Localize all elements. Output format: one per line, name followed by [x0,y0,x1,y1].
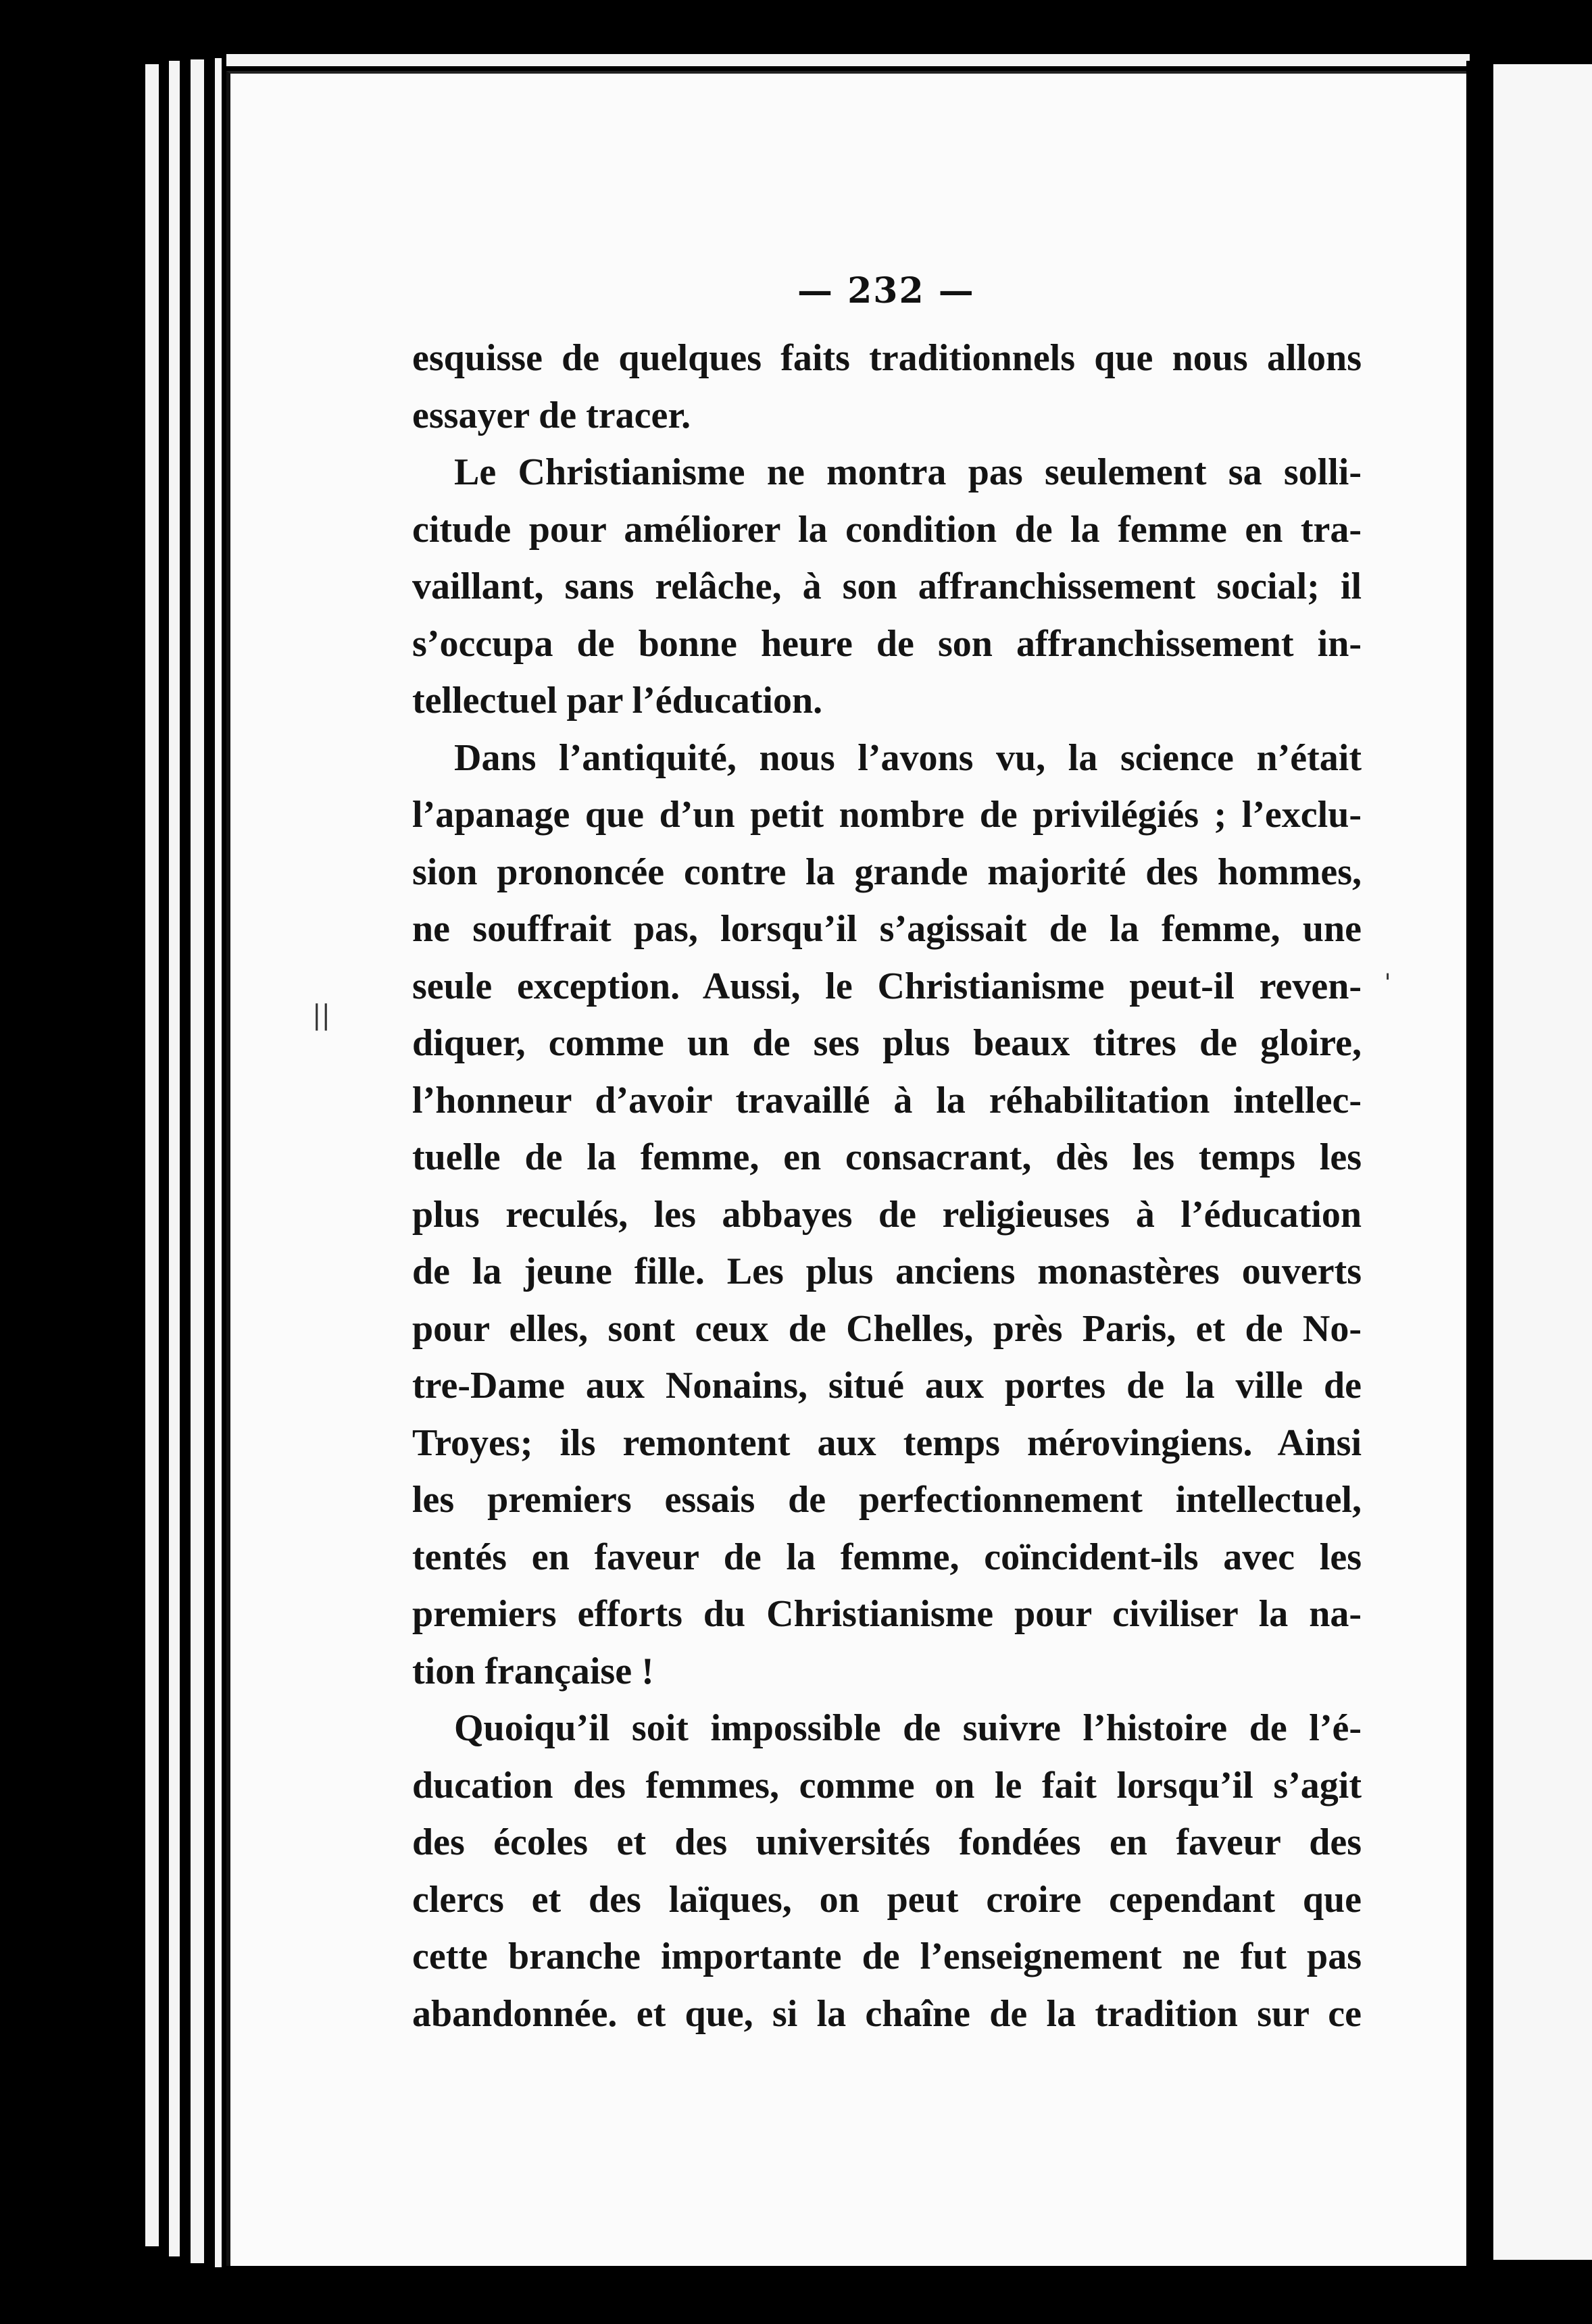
text-line: Le Christianisme ne montra pas seulement sa solli- [454,451,1362,493]
text-line: tentés en faveur de la femme, coïncident-ils avec les [412,1536,1362,1578]
text-line: sion prononcée contre la grande majorité des hommes, [412,851,1362,893]
book-gutter [1466,61,1493,2270]
page-edge [215,58,222,2267]
text-line: tre-Dame aux Nonains, situé aux portes de la ville de [412,1365,1362,1407]
text-line: ducation des femmes, comme on le fait lorsqu’il s’agit [412,1764,1362,1807]
text-line: diquer, comme un de ses plus beaux titres de gloire, [412,1022,1362,1064]
body-text [412,330,1362,2042]
text-line: citude pour améliorer la condition de la femme en tra- [412,508,1362,551]
margin-mark: || [312,1000,330,1031]
text-line: pour elles, sont ceux de Chelles, près Paris, et de No- [412,1307,1362,1350]
text-line: Dans l’antiquité, nous l’avons vu, la science n’était [454,736,1362,779]
page-top-edge [226,54,1470,66]
facing-page-edge [1493,64,1592,2260]
text-line: premiers efforts du Christianisme pour civiliser la na- [412,1593,1362,1635]
text-line: seule exception. Aussi, le Christianisme peut-il reven- [412,965,1362,1007]
page-edge [145,64,159,2246]
page-edge [191,59,204,2263]
text-line: essayer de tracer. [412,394,691,436]
text-line: tellectuel par l’éducation. [412,680,823,722]
text-line: s’occupa de bonne heure de son affranchissement in- [412,622,1362,665]
text-line: vaillant, sans relâche, à son affranchissement social; il [412,565,1362,607]
text-line: tion française ! [412,1650,654,1692]
page-edge [169,61,180,2256]
text-line: esquisse de quelques faits traditionnels que nous allons [412,337,1362,379]
text-line: ne souffrait pas, lorsqu’il s’agissait de la femme, une [412,908,1362,950]
text-line: les premiers essais de perfectionnement intellectuel, [412,1479,1362,1521]
text-line: de la jeune fille. Les plus anciens monastères ouverts [412,1251,1362,1292]
text-line: clercs et des laïques, on peut croire cependant que [412,1878,1362,1921]
text-line: Troyes; ils remontent aux temps mérovingiens. Ainsi [412,1421,1362,1464]
text-line: l’honneur d’avoir travaillé à la réhabilitation intellec- [412,1079,1362,1121]
text-line: abandonnée. et que, si la chaîne de la tradition sur ce [412,1992,1362,2035]
text-line: cette branche importante de l’enseignement ne fut pas [412,1936,1362,1977]
margin-mark: ˈ [1384,969,1391,1001]
page-number: — 232 — [797,270,975,311]
text-line: Quoiqu’il soit impossible de suivre l’histoire de l’é- [454,1707,1362,1749]
text-line: plus reculés, les abbayes de religieuses à l’éducation [412,1193,1362,1236]
text-line: l’apanage que d’un petit nombre de privilégiés ; l’exclu- [412,794,1362,836]
text-line: tuelle de la femme, en consacrant, dès les temps les [412,1136,1362,1178]
text-line: des écoles et des universités fondées en faveur des [412,1821,1362,1863]
